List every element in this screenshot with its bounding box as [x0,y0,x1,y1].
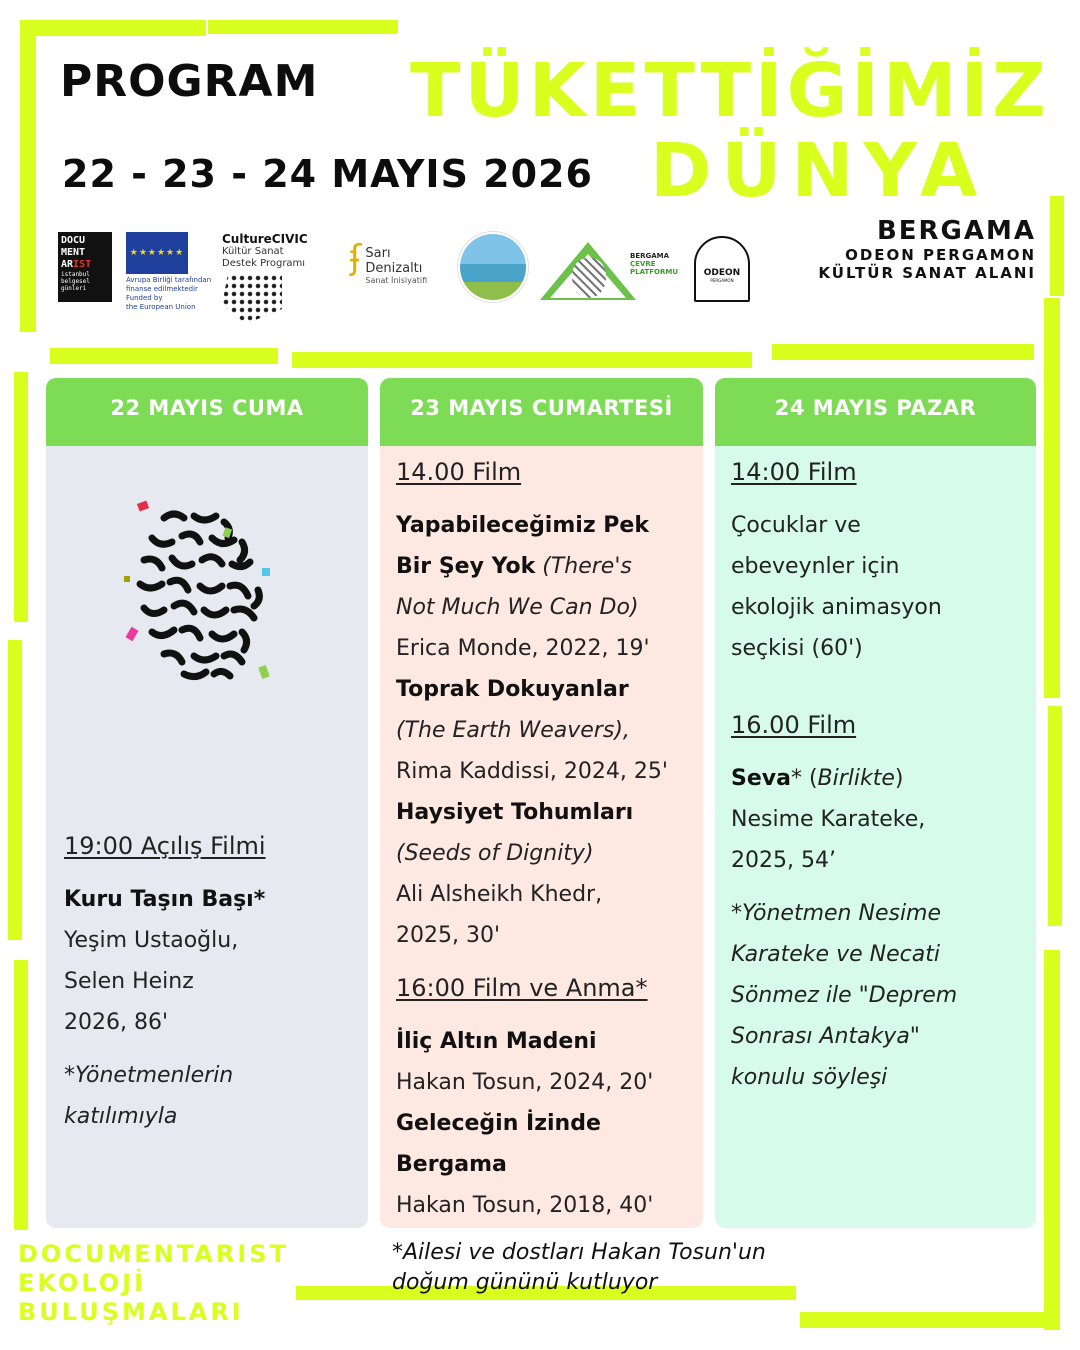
film-credit: 2025, 30' [396,923,501,948]
description-text: ebeveynler için [731,554,900,579]
documentarist-logo: DOCU MENT ARIST istanbul belgesel günleri [58,232,112,302]
day-column-saturday [380,378,703,1228]
note-text: Sonrası Antakya" [731,1024,920,1049]
day-header: 22 MAYIS CUMA [46,378,368,446]
eu-logo: ★★★★★★ Avrupa Birliği tarafından finanse edilmektedir Funded by the European Union [126,232,226,312]
note-text: konulu söyleşi [731,1065,888,1090]
frame-bar [14,372,28,622]
film-alt-title: Birlikte [817,766,895,791]
film-alt-title: (Seeds of Dignity) [396,841,594,866]
frame-bar [1044,298,1060,698]
event-dates: 22 - 23 - 24 MAYIS 2026 [62,152,593,196]
frame-bar [292,352,752,368]
film-title: İliç Altın Madeni [396,1029,597,1054]
pinecone-icon [572,258,606,298]
day-header: 23 MAYIS CUMARTESİ [380,378,703,446]
frame-bar [800,1312,1060,1328]
footer-note: *Ailesi ve dostları Hakan Tosun'un doğum gününü kutluyor [392,1240,766,1295]
culturecivic-logo: CultureCIVIC Kültür Sanat Destek Programı [222,232,352,324]
film-credit: 2026, 86' [64,1010,169,1035]
film-credit: 2025, 54’ [731,848,836,873]
event-title-line2: DÜNYA [650,128,988,214]
time-slot: 16:00 Film ve Anma* [396,974,648,1002]
pinecone-illustration-icon [124,498,284,688]
film-title: Kuru Taşın Başı* [64,887,266,912]
frame-bar [20,20,206,36]
description-text: Çocuklar ve [731,513,861,538]
day-header: 24 MAYIS PAZAR [715,378,1036,446]
description-text: seçkisi (60') [731,636,863,661]
film-credit: Nesime Karateke, [731,807,926,832]
film-credit: Erica Monde, 2022, 19' [396,636,650,661]
frame-bar [1048,706,1062,926]
event-title-line1: TÜKETTİĞİMİZ [410,48,1050,134]
film-alt-title: (There's [542,554,632,579]
day-column-sunday: 24 MAYIS PAZAR 14:00 Film Çocuklar ve ebeveynler için ekolojik animasyon seçkisi (60') 16.00 Film Seva* (Birlikte) Nesime Karateke, 2025, 54’ *Yönetmen Nesime Karateke ve Necati Sönmez ile "Deprem Sonrası Antakya" konulu söyleşi [715,378,1036,1228]
time-slot: 14.00 Film [396,458,522,486]
note-text: Sönmez ile "Deprem [731,983,958,1008]
film-alt-title: (The Earth Weavers), [396,718,630,743]
program-heading: PROGRAM [60,56,319,107]
frame-bar [772,344,1034,360]
film-title: Yapabileceğimiz Pek [396,513,649,538]
film-title: Bir Şey Yok [396,554,536,579]
note-text: *Yönetmen Nesime [731,901,942,926]
eu-flag-icon: ★★★★★★ [126,232,188,274]
sari-mark-icon: ʄ [350,238,362,278]
film-title: Seva [731,766,791,791]
frame-bar [8,640,22,940]
frame-bar [20,20,36,332]
note-text: katılımıyla [64,1104,178,1129]
frame-bar [14,960,28,1230]
film-title: Geleceğin İzinde [396,1111,601,1136]
day-column-friday [46,378,368,1228]
landscape-circle-logo [458,232,528,302]
frame-bar [1044,950,1060,1330]
film-credit: Ali Alsheikh Khedr, [396,882,603,907]
frame-bar [50,348,278,364]
film-credit: Hakan Tosun, 2024, 20' [396,1070,654,1095]
film-title: Toprak Dokuyanlar [396,677,629,702]
frame-bar [208,20,398,34]
film-title: Bergama [396,1152,507,1177]
bergama-odeon-pergamon-logo: BERGAMA ODEON PERGAMON KÜLTÜR SANAT ALANI [818,216,1036,282]
note-text: *Yönetmenlerin [64,1063,234,1088]
film-credit: Selen Heinz [64,969,194,994]
note-text: Karateke ve Necati [731,942,940,967]
film-alt-title: Not Much We Can Do) [396,595,639,620]
sari-denizalti-logo: ʄ Sarı Denizaltı Sanat İnisiyatifi [350,238,428,285]
description-text: ekolojik animasyon [731,595,942,620]
dot-pattern-icon [222,274,282,324]
time-slot: 14:00 Film [731,458,857,486]
footer-brand: DOCUMENTARIST EKOLOJİ BULUŞMALARI [18,1240,289,1326]
time-slot: 19:00 Açılış Filmi [64,832,266,860]
film-title: Haysiyet Tohumları [396,800,634,825]
odeon-logo: ODEON PERGAMON [694,236,750,302]
frame-bar [1050,196,1064,296]
bergama-cevre-platformu-logo: BERGAMA ÇEVRE PLATFORMU [540,238,680,302]
film-credit: Yeşim Ustaoğlu, [64,928,239,953]
time-slot: 16.00 Film [731,711,857,739]
film-credit: Hakan Tosun, 2018, 40' [396,1193,654,1218]
film-credit: Rima Kaddissi, 2024, 25' [396,759,668,784]
